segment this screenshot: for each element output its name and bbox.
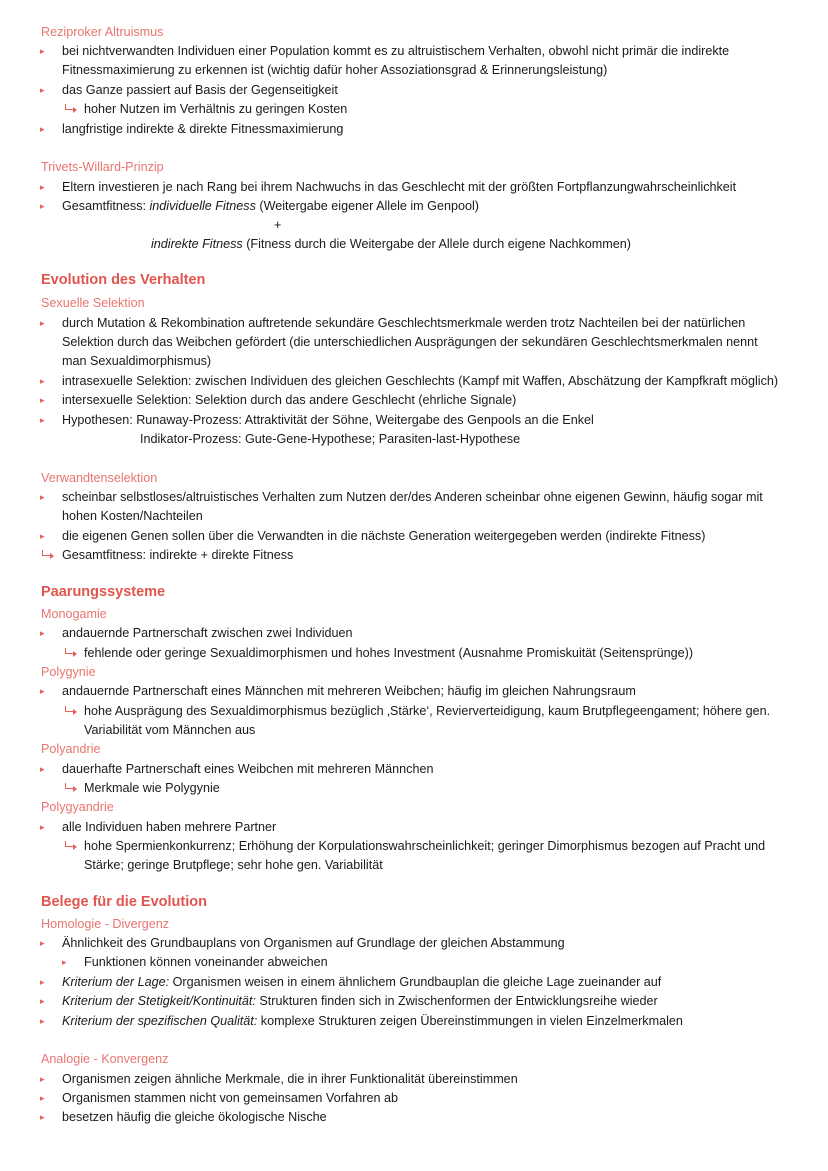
text-line: andauernde Partnerschaft zwischen zwei Individuen [62,626,353,640]
text-line: dauerhafte Partnerschaft eines Weibchen mit mehreren Männchen [62,762,434,776]
text-line: Stärke; geringe Brutpflege; sehr hohe gen. Variabilität [84,858,383,872]
bullet-icon: ▸ [40,686,45,696]
bullet-icon: ▸ [40,996,45,1006]
text-line: Organismen zeigen ähnliche Merkmale, die in ihrer Funktionalität übereinstimmen [62,1072,518,1086]
bullet-icon: ▸ [62,957,67,967]
bullet-icon: ▸ [40,376,45,386]
bullet-icon: ▸ [40,415,45,425]
text-line: das Ganze passiert auf Basis der Gegenseitigkeit [62,83,338,97]
bullet-icon: ▸ [40,46,45,56]
text-line: Gesamtfitness: indirekte + direkte Fitness [62,548,294,562]
text-line: Kriterium der spezifischen Qualität: komplexe Strukturen zeigen Übereinstimmungen in vielen Einzelmerkmalen [62,1014,683,1028]
bullet-icon: ▸ [40,938,45,948]
heading-paarungssysteme: Paarungssysteme [41,584,166,600]
text-line: Gesamtfitness: individuelle Fitness (Weitergabe eigener Allele im Genpool) [62,199,479,213]
subheading-polygyandrie: Polygyandrie [41,800,114,814]
return-arrow-icon [64,841,77,849]
bullet-icon: ▸ [40,492,45,502]
text-line: intrasexuelle Selektion: zwischen Individuen des gleichen Geschlechts (Kampf mit Waffen, Abschätzung der Kampfkraft möglich) [62,374,779,388]
plus-sign: + [274,218,282,232]
text-line: Kriterium der Stetigkeit/Kontinuität: Strukturen finden sich in Zwischenformen der Entwicklungsreihe wieder [62,994,658,1008]
text-line: langfristige indirekte & direkte Fitnessmaximierung [62,122,344,136]
text-line: Ähnlichkeit des Grundbauplans von Organismen auf Grundlage der gleichen Abstammung [62,936,565,950]
bullet-icon: ▸ [40,628,45,638]
bullet-icon: ▸ [40,1093,45,1103]
bullet-icon: ▸ [40,531,45,541]
subheading-analogie: Analogie - Konvergenz [41,1052,169,1066]
bullet-icon: ▸ [40,822,45,832]
bullet-icon: ▸ [40,1112,45,1122]
text-line: Variabilität vom Männchen aus [84,723,256,737]
text-line: hoher Nutzen im Verhältnis zu geringen Kosten [84,102,348,116]
return-arrow-icon [64,783,77,791]
subheading-sexuelle-selektion: Sexuelle Selektion [41,296,145,310]
heading-evolution-des-verhalten: Evolution des Verhalten [41,272,206,288]
text-line: andauernde Partnerschaft eines Männchen mit mehreren Weibchen; häufig im gleichen Nahrungsraum [62,684,636,698]
text-line: fehlende oder geringe Sexualdimorphismen und hohes Investment (Ausnahme Promiskuität (Seitensprünge)) [84,646,694,660]
subheading-polygynie: Polygynie [41,665,96,679]
text-line: scheinbar selbstloses/altruistisches Verhalten zum Nutzen der/des Anderen scheinbar ohne eigenen Gewinn, häufig sogar mit [62,490,763,504]
subheading-verwandtenselektion: Verwandtenselektion [41,471,158,485]
text-line: besetzen häufig die gleiche ökologische Nische [62,1110,327,1124]
text-line: Kriterium der Lage: Organismen weisen in einem ähnlichem Grundbauplan die gleiche Lage zueinander auf [62,975,662,989]
bullet-icon: ▸ [40,1016,45,1026]
bullet-icon: ▸ [40,318,45,328]
text-line: Organismen stammen nicht von gemeinsamen Vorfahren ab [62,1091,399,1105]
return-arrow-icon [64,706,77,714]
text-line: intersexuelle Selektion: Selektion durch das andere Geschlecht (ehrliche Signale) [62,393,517,407]
subheading-trivers-willard: Trivets-Willard-Prinzip [41,160,164,174]
bullet-icon: ▸ [40,201,45,211]
heading-belege-fuer-die-evolution: Belege für die Evolution [41,894,207,910]
subheading-homologie: Homologie - Divergenz [41,917,170,931]
text-line: Eltern investieren je nach Rang bei ihrem Nachwuchs in das Geschlecht mit der größten Fortpflanzungwahrscheinlichkeit [62,180,737,194]
text-line: alle Individuen haben mehrere Partner [62,820,277,834]
bullet-icon: ▸ [40,85,45,95]
subheading-polyandrie: Polyandrie [41,742,101,756]
text-line: Fitnessmaximierung zu erkennen ist (wichtig dafür hoher Assoziationsgrad & Erinnerungsleistung) [62,63,608,77]
text-line: bei nichtverwandten Individuen einer Population kommt es zu altruistischem Verhalten, obwohl nicht primär die indirekte [62,44,730,58]
text-line: hohe Ausprägung des Sexualdimorphismus bezüglich ‚Stärke‘, Revierverteidigung, kaum Brutpflegeengament; höhere gen. [84,704,771,718]
bullet-icon: ▸ [40,124,45,134]
text-line: Hypothesen: Runaway-Prozess: Attraktivität der Söhne, Weitergabe des Genpools an die Enkel [62,413,594,427]
return-arrow-icon [64,104,77,112]
text-line: hohe Spermienkonkurrenz; Erhöhung der Korpulationswahrscheinlichkeit; geringer Dimorphismus bezogen auf Pracht und [84,839,766,853]
text-line: die eigenen Genen sollen über die Verwandten in die nächste Generation weitergegeben werden (indirekte Fitness) [62,529,706,543]
subheading-monogamie: Monogamie [41,607,107,621]
text-line: hohen Kosten/Nachteilen [62,509,203,523]
text-line: durch Mutation & Rekombination auftretende sekundäre Geschlechtsmerkmale werden trotz Nachteilen bei der natürlichen [62,316,746,330]
text-line: Indikator-Prozess: Gute-Gene-Hypothese; Parasiten-last-Hypothese [140,432,521,446]
text-line: Funktionen können voneinander abweichen [84,955,328,969]
text-line: indirekte Fitness (Fitness durch die Weitergabe der Allele durch eigene Nachkommen) [151,237,631,251]
bullet-icon: ▸ [40,977,45,987]
bullet-icon: ▸ [40,182,45,192]
bullet-icon: ▸ [40,395,45,405]
bullet-icon: ▸ [40,1074,45,1084]
return-arrow-icon [64,648,77,656]
text-line: Selektion durch das Weibchen gefördert (die unterschiedlichen Ausprägungen der sekundären Geschlechtsmerkmalen nennt [62,335,758,349]
text-line: Merkmale wie Polygynie [84,781,220,795]
return-arrow-icon [41,550,54,558]
text-line: man Sexualdimorphismus) [62,354,212,368]
bullet-icon: ▸ [40,764,45,774]
subheading-reziproker-altruismus: Reziproker Altruismus [41,25,164,39]
